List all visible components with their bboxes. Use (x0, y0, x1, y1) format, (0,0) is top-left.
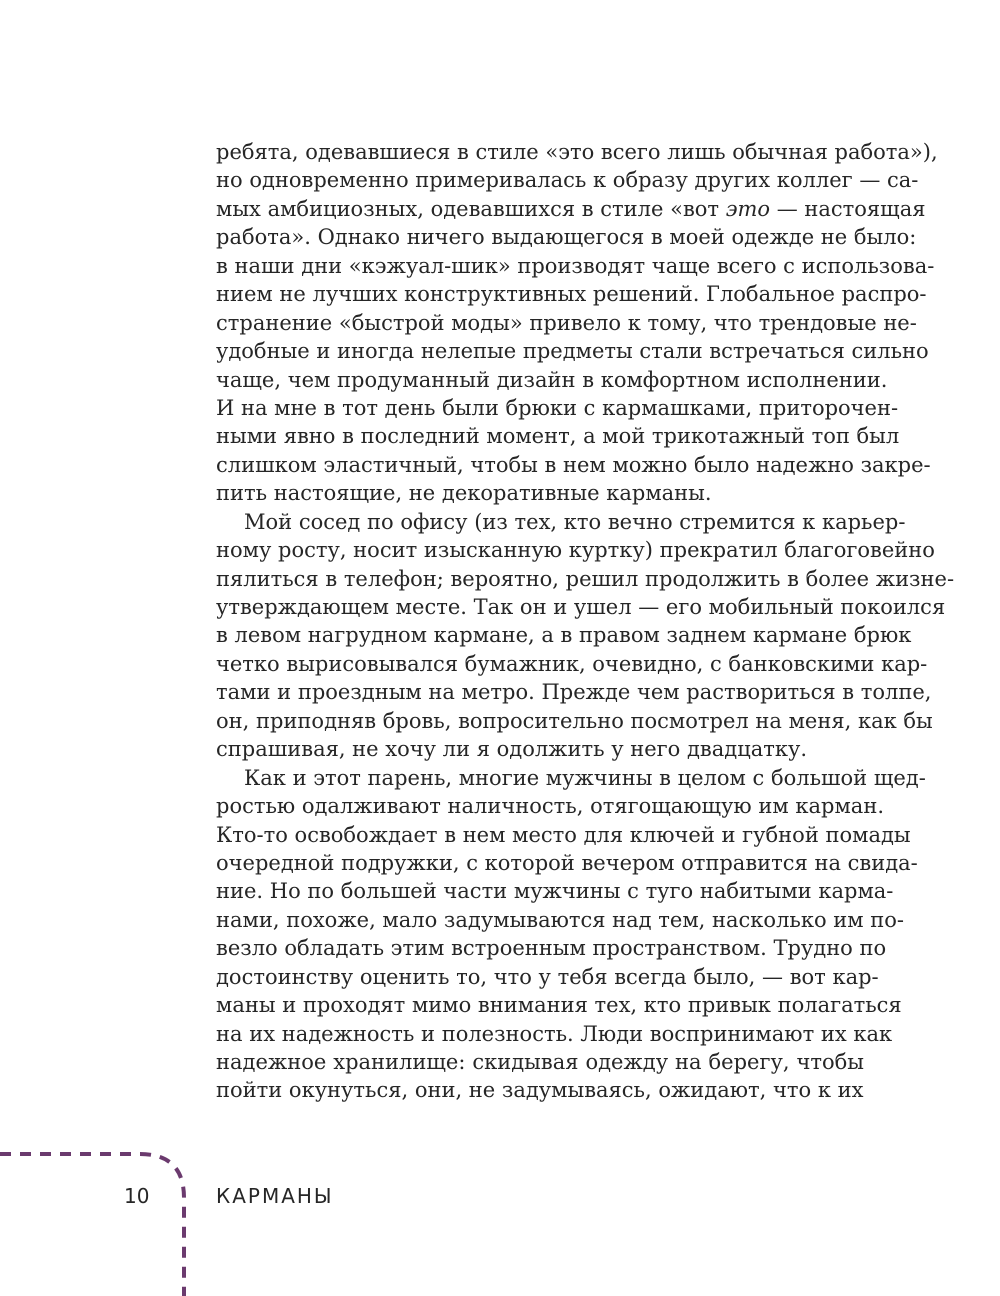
text-line: нами, похоже, мало задумываются над тем, насколько им по- (216, 907, 905, 932)
text-line: маны и проходят мимо внимания тех, кто привык полагаться (216, 993, 902, 1018)
text-line: пялиться в телефон; вероятно, решил продолжить в более жизне- (216, 566, 955, 591)
text-line: ными явно в последний момент, а мой трикотажный топ был (216, 424, 900, 449)
paragraph-1 (216, 138, 938, 508)
text-line: ние. Но по большей части мужчины с туго набитыми карма- (216, 879, 894, 904)
text-line: пойти окунуться, они, не задумываясь, ожидают, что к их (216, 1078, 864, 1103)
running-title: КАРМАНЫ (216, 1184, 334, 1208)
text-line: Как и этот парень, многие мужчины в целом с большой щед- (244, 765, 926, 790)
text-line: достоинству оценить то, что у тебя всегда было, — вот кар- (216, 964, 879, 989)
text-line: Кто-то освобождает в нем место для ключей и губной помады (216, 822, 911, 847)
page-number: 10 (124, 1184, 150, 1208)
footer-dashed-frame (0, 1150, 190, 1296)
text-line: тами и проездным на метро. Прежде чем раствориться в толпе, (216, 680, 932, 705)
text-line: он, приподняв бровь, вопросительно посмотрел на меня, как бы (216, 708, 933, 733)
text-line: ростью одалживают наличность, отягощающую им карман. (216, 794, 885, 819)
text-line: удобные и иногда нелепые предметы стали встречаться сильно (216, 339, 929, 364)
text-line: очередной подружки, с которой вечером отправится на свида- (216, 850, 918, 875)
text-line: слишком эластичный, чтобы в нем можно было надежно закре- (216, 452, 931, 477)
text-line: в левом нагрудном кармане, а в правом заднем кармане брюк (216, 623, 912, 648)
paragraph-2 (216, 508, 955, 764)
body-text (216, 138, 955, 1105)
text-line: И на мне в тот день были брюки с кармашками, приторочен- (216, 395, 899, 420)
text-line: работа». Однако ничего выдающегося в моей одежде не было: (216, 225, 917, 250)
text-line: утверждающем месте. Так он и ушел — его мобильный покоился (216, 595, 946, 619)
text-line: спрашивая, не хочу ли я одолжить у него двадцатку. (216, 737, 807, 762)
text-line: нием не лучших конструктивных решений. Глобальное распро- (216, 282, 927, 307)
text-line: ному росту, носит изысканную куртку) прекратил благоговейно (216, 538, 935, 563)
text-line: странение «быстрой моды» привело к тому, что трендовые не- (216, 310, 917, 335)
text-line: в наши дни «кэжуал-шик» производят чаще всего с использова- (216, 253, 935, 278)
text-line: чаще, чем продуманный дизайн в комфортном исполнении. (216, 367, 888, 392)
text-line: надежное хранилище: скидывая одежду на берегу, чтобы (216, 1050, 864, 1074)
text-line: пить настоящие, не декоративные карманы. (216, 481, 712, 506)
text-line: ребята, одевавшиеся в стиле «это всего лишь обычная работа»), (216, 140, 938, 164)
text-line: но одновременно примеривалась к образу других коллег — са- (216, 168, 919, 193)
paragraph-3 (216, 764, 926, 1105)
text-line: мых амбициозных, одевавшихся в стиле «вот это — настоящая (216, 196, 926, 221)
emphasis-word: это (725, 196, 771, 221)
text-line: везло обладать этим встроенным пространством. Трудно по (216, 936, 887, 961)
text-line: Мой сосед по офису (из тех, кто вечно стремится к карьер- (244, 509, 906, 534)
text-line: на их надежность и полезность. Люди воспринимают их как (216, 1021, 893, 1046)
text-line: четко вырисовывался бумажник, очевидно, с банковскими кар- (216, 651, 928, 676)
